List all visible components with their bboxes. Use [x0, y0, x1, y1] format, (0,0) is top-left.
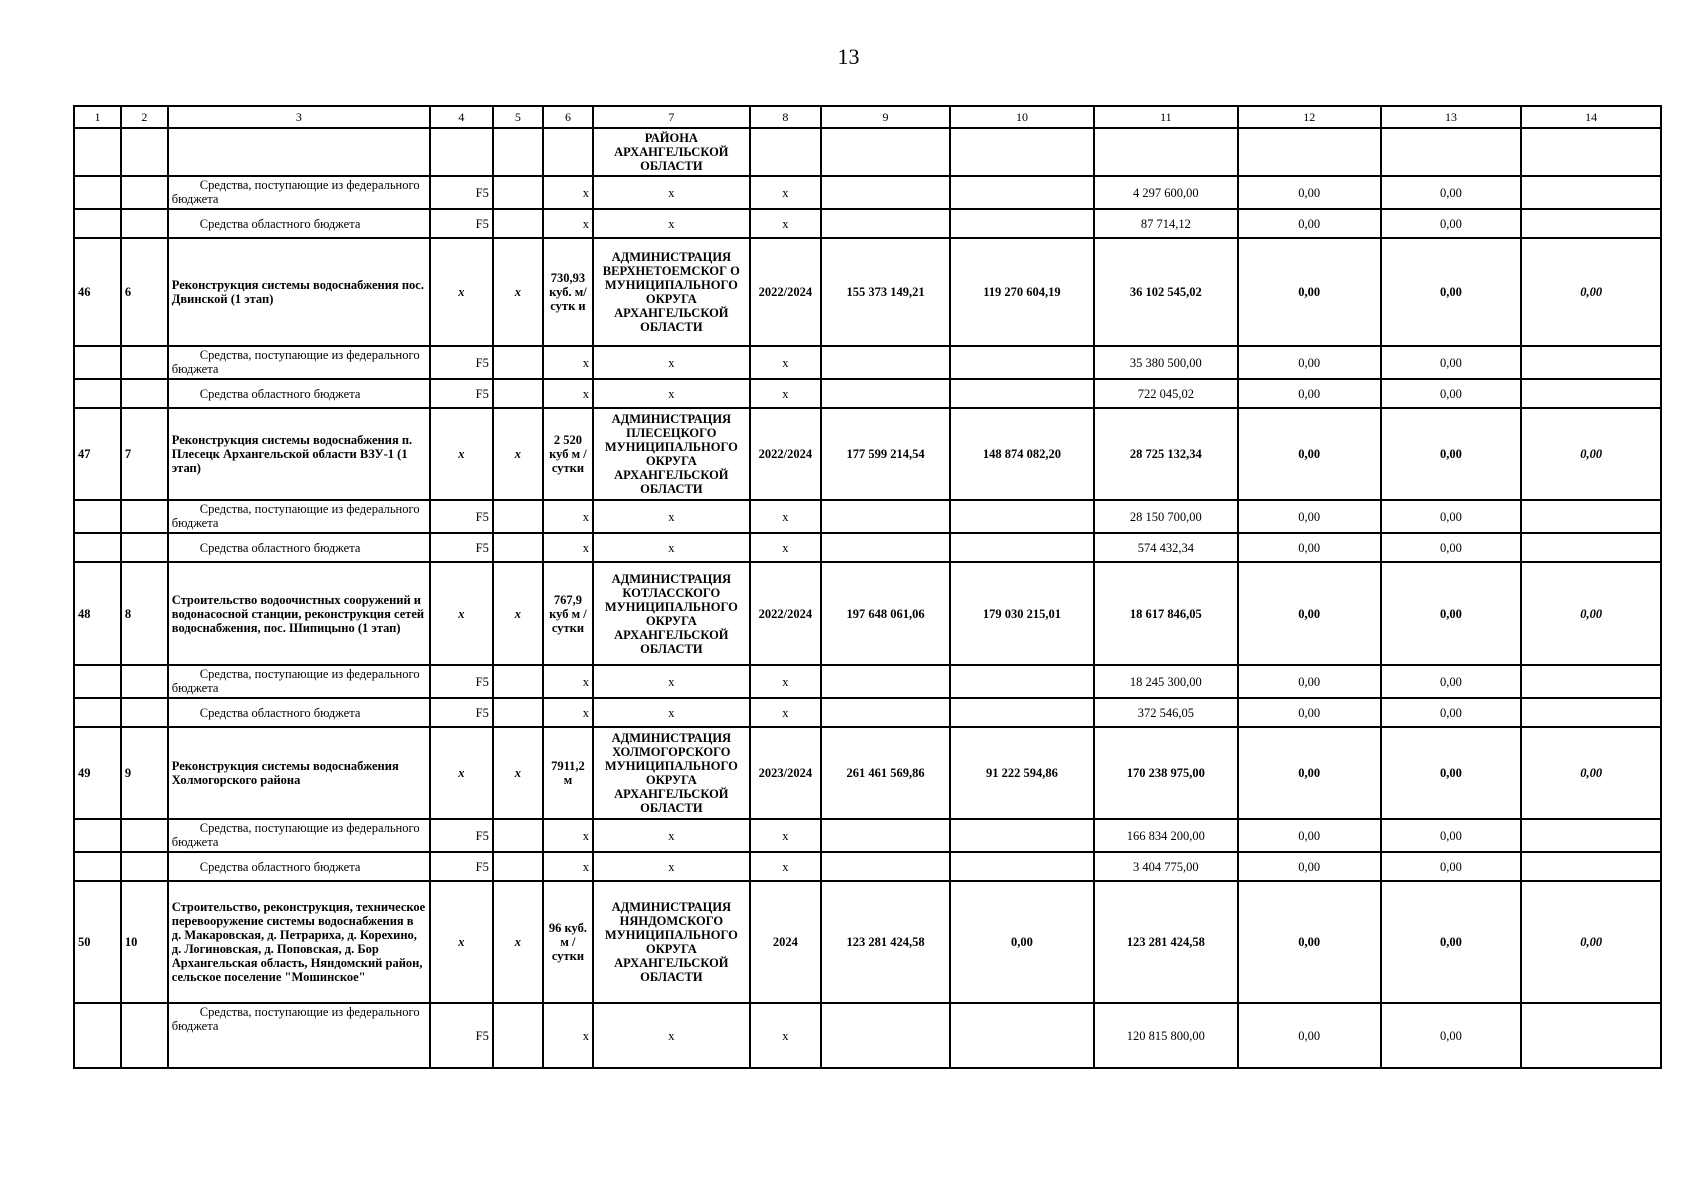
column-header-2: 2: [121, 106, 168, 128]
cell-col-4: х: [430, 881, 493, 1003]
cell-col-11: 4 297 600,00: [1094, 176, 1238, 209]
cell-col-1: 47: [74, 408, 121, 500]
cell-col-4: F5: [430, 1003, 493, 1068]
cell-col-4: F5: [430, 698, 493, 727]
cell-col-13: 0,00: [1381, 881, 1522, 1003]
cell-col-5: х: [493, 408, 543, 500]
cell-col-14: 0,00: [1521, 408, 1661, 500]
cell-col-3: [168, 500, 430, 533]
cell-col-10: 91 222 594,86: [950, 727, 1094, 819]
cell-col-10: [950, 698, 1094, 727]
column-header-12: 12: [1238, 106, 1381, 128]
page-number: 13: [837, 44, 860, 69]
cell-col-5: [493, 533, 543, 562]
cell-col-12: [1238, 128, 1381, 176]
cell-col-11: 372 546,05: [1094, 698, 1238, 727]
cell-col-8: 2022/2024: [750, 562, 821, 665]
cell-col-4: х: [430, 238, 493, 346]
cell-col-14: [1521, 128, 1661, 176]
cell-col-7: АДМИНИСТРАЦИЯ ХОЛМОГОРСКОГО МУНИЦИПАЛЬНОГО ОКРУГА АРХАНГЕЛЬСКОЙ ОБЛАСТИ: [593, 727, 750, 819]
cell-col-6: х: [543, 1003, 593, 1068]
continuation-row: [74, 128, 1661, 176]
cell-col-4: F5: [430, 379, 493, 408]
cell-col-9: [821, 698, 950, 727]
cell-col-10: [950, 379, 1094, 408]
cell-col-13: 0,00: [1381, 533, 1522, 562]
column-header-8: 8: [750, 106, 821, 128]
cell-col-7: АДМИНИСТРАЦИЯ ПЛЕСЕЦКОГО МУНИЦИПАЛЬНОГО ОКРУГА АРХАНГЕЛЬСКОЙ ОБЛАСТИ: [593, 408, 750, 500]
funding-source-row: [74, 209, 1661, 238]
cell-col-12: 0,00: [1238, 698, 1381, 727]
cell-col-14: [1521, 1003, 1661, 1068]
cell-col-13: 0,00: [1381, 500, 1522, 533]
project-row: [74, 562, 1661, 665]
cell-col-3: [168, 1003, 430, 1068]
project-row: [74, 408, 1661, 500]
cell-col-3: [168, 852, 430, 881]
cell-col-7: х: [593, 665, 750, 698]
column-header-7: 7: [593, 106, 750, 128]
cell-col-1: [74, 500, 121, 533]
cell-col-7: х: [593, 379, 750, 408]
cell-col-14: [1521, 819, 1661, 852]
budget-table: [73, 105, 1662, 1069]
cell-col-4: [430, 128, 493, 176]
header-row: [74, 106, 1661, 128]
cell-col-6: х: [543, 698, 593, 727]
cell-col-9: [821, 852, 950, 881]
funding-source-label: Средства, поступающие из федерального бюджета: [171, 821, 420, 849]
cell-col-3: Реконструкция системы водоснабжения Холмогорского района: [168, 727, 430, 819]
cell-col-1: 50: [74, 881, 121, 1003]
cell-col-13: 0,00: [1381, 698, 1522, 727]
cell-col-13: 0,00: [1381, 727, 1522, 819]
funding-source-label: Средства областного бюджета: [199, 216, 361, 231]
column-header-3: 3: [168, 106, 430, 128]
cell-col-12: 0,00: [1238, 562, 1381, 665]
cell-col-5: [493, 209, 543, 238]
cell-col-2: [121, 665, 168, 698]
cell-col-2: 9: [121, 727, 168, 819]
cell-col-11: 18 245 300,00: [1094, 665, 1238, 698]
cell-col-6: х: [543, 819, 593, 852]
cell-col-1: [74, 698, 121, 727]
cell-col-2: [121, 128, 168, 176]
cell-col-14: [1521, 500, 1661, 533]
project-row: [74, 727, 1661, 819]
cell-col-12: 0,00: [1238, 727, 1381, 819]
cell-col-14: 0,00: [1521, 562, 1661, 665]
cell-col-1: [74, 209, 121, 238]
cell-col-8: 2022/2024: [750, 238, 821, 346]
cell-col-6: х: [543, 665, 593, 698]
cell-col-10: 119 270 604,19: [950, 238, 1094, 346]
cell-col-7: АДМИНИСТРАЦИЯ КОТЛАССКОГО МУНИЦИПАЛЬНОГО ОКРУГА АРХАНГЕЛЬСКОЙ ОБЛАСТИ: [593, 562, 750, 665]
cell-col-8: х: [750, 665, 821, 698]
cell-col-2: 10: [121, 881, 168, 1003]
cell-col-11: 166 834 200,00: [1094, 819, 1238, 852]
cell-col-14: [1521, 379, 1661, 408]
cell-col-11: 87 714,12: [1094, 209, 1238, 238]
cell-col-11: 18 617 846,05: [1094, 562, 1238, 665]
cell-col-2: [121, 346, 168, 379]
funding-source-row: [74, 698, 1661, 727]
cell-col-13: 0,00: [1381, 1003, 1522, 1068]
cell-col-9: [821, 533, 950, 562]
cell-col-14: [1521, 665, 1661, 698]
cell-col-5: [493, 819, 543, 852]
cell-col-2: [121, 533, 168, 562]
cell-col-12: 0,00: [1238, 665, 1381, 698]
funding-source-row: [74, 346, 1661, 379]
cell-col-5: [493, 665, 543, 698]
cell-col-13: 0,00: [1381, 346, 1522, 379]
cell-col-1: 49: [74, 727, 121, 819]
cell-col-6: 730,93 куб. м/сутк и: [543, 238, 593, 346]
cell-col-7: х: [593, 209, 750, 238]
cell-col-1: [74, 346, 121, 379]
funding-source-label: Средства, поступающие из федерального бюджета: [171, 178, 420, 206]
cell-col-2: 8: [121, 562, 168, 665]
cell-col-8: х: [750, 346, 821, 379]
cell-col-7: х: [593, 346, 750, 379]
cell-col-6: 96 куб. м / сутки: [543, 881, 593, 1003]
cell-col-9: [821, 819, 950, 852]
cell-col-10: [950, 852, 1094, 881]
cell-col-9: [821, 176, 950, 209]
cell-col-12: 0,00: [1238, 346, 1381, 379]
cell-col-2: [121, 209, 168, 238]
cell-col-5: х: [493, 562, 543, 665]
funding-source-row: [74, 500, 1661, 533]
column-header-6: 6: [543, 106, 593, 128]
cell-col-9: 123 281 424,58: [821, 881, 950, 1003]
cell-col-13: 0,00: [1381, 562, 1522, 665]
cell-col-3: [168, 346, 430, 379]
cell-col-3: [168, 128, 430, 176]
cell-col-5: [493, 346, 543, 379]
cell-col-8: х: [750, 176, 821, 209]
cell-col-14: [1521, 698, 1661, 727]
column-header-13: 13: [1381, 106, 1522, 128]
cell-col-7: х: [593, 533, 750, 562]
cell-col-9: [821, 128, 950, 176]
funding-source-row: [74, 1003, 1661, 1068]
cell-col-7: РАЙОНА АРХАНГЕЛЬСКОЙ ОБЛАСТИ: [593, 128, 750, 176]
cell-col-1: [74, 852, 121, 881]
cell-col-9: [821, 379, 950, 408]
cell-col-3: Реконструкция системы водоснабжения пос. Двинской (1 этап): [168, 238, 430, 346]
cell-col-1: [74, 665, 121, 698]
cell-col-9: 261 461 569,86: [821, 727, 950, 819]
cell-col-5: [493, 698, 543, 727]
cell-col-4: F5: [430, 852, 493, 881]
cell-col-4: х: [430, 408, 493, 500]
cell-col-6: 767,9 куб м / сутки: [543, 562, 593, 665]
cell-col-10: 0,00: [950, 881, 1094, 1003]
cell-col-8: 2022/2024: [750, 408, 821, 500]
cell-col-14: [1521, 176, 1661, 209]
column-header-9: 9: [821, 106, 950, 128]
funding-source-row: [74, 533, 1661, 562]
cell-col-3: Реконструкция системы водоснабжения п. Плесецк Архангельской области ВЗУ-1 (1 этап): [168, 408, 430, 500]
cell-col-3: [168, 665, 430, 698]
funding-source-label: Средства областного бюджета: [199, 705, 361, 720]
cell-col-12: 0,00: [1238, 238, 1381, 346]
cell-col-4: F5: [430, 209, 493, 238]
column-header-10: 10: [950, 106, 1094, 128]
cell-col-1: 46: [74, 238, 121, 346]
cell-col-9: [821, 209, 950, 238]
cell-col-3: [168, 533, 430, 562]
cell-col-8: [750, 128, 821, 176]
cell-col-10: 148 874 082,20: [950, 408, 1094, 500]
cell-col-4: F5: [430, 176, 493, 209]
cell-col-4: F5: [430, 533, 493, 562]
cell-col-10: [950, 533, 1094, 562]
cell-col-10: [950, 819, 1094, 852]
cell-col-8: х: [750, 1003, 821, 1068]
funding-source-label: Средства областного бюджета: [199, 386, 361, 401]
cell-col-14: 0,00: [1521, 881, 1661, 1003]
cell-col-1: 48: [74, 562, 121, 665]
cell-col-6: [543, 128, 593, 176]
cell-col-4: х: [430, 727, 493, 819]
cell-col-3: [168, 176, 430, 209]
cell-col-6: 7911,2 м: [543, 727, 593, 819]
cell-col-5: [493, 852, 543, 881]
cell-col-6: х: [543, 852, 593, 881]
cell-col-6: х: [543, 209, 593, 238]
cell-col-12: 0,00: [1238, 209, 1381, 238]
cell-col-8: х: [750, 500, 821, 533]
cell-col-6: х: [543, 500, 593, 533]
funding-source-label: Средства областного бюджета: [199, 540, 361, 555]
cell-col-8: х: [750, 819, 821, 852]
cell-col-14: 0,00: [1521, 238, 1661, 346]
cell-col-8: х: [750, 379, 821, 408]
cell-col-13: 0,00: [1381, 379, 1522, 408]
cell-col-5: х: [493, 881, 543, 1003]
cell-col-12: 0,00: [1238, 500, 1381, 533]
cell-col-13: 0,00: [1381, 819, 1522, 852]
cell-col-8: 2024: [750, 881, 821, 1003]
cell-col-3: Строительство водоочистных сооружений и водонасосной станции, реконструкция сетей водоснабжения, пос. Шипицыно (1 этап): [168, 562, 430, 665]
cell-col-11: 120 815 800,00: [1094, 1003, 1238, 1068]
column-header-11: 11: [1094, 106, 1238, 128]
cell-col-6: х: [543, 379, 593, 408]
cell-col-2: 6: [121, 238, 168, 346]
cell-col-5: [493, 500, 543, 533]
cell-col-10: [950, 1003, 1094, 1068]
cell-col-2: 7: [121, 408, 168, 500]
funding-source-label: Средства, поступающие из федерального бюджета: [171, 1005, 420, 1033]
cell-col-3: [168, 209, 430, 238]
cell-col-8: х: [750, 209, 821, 238]
cell-col-13: 0,00: [1381, 209, 1522, 238]
cell-col-14: [1521, 852, 1661, 881]
cell-col-13: [1381, 128, 1522, 176]
column-header-4: 4: [430, 106, 493, 128]
cell-col-5: [493, 1003, 543, 1068]
funding-source-label: Средства, поступающие из федерального бюджета: [171, 502, 420, 530]
cell-col-10: [950, 500, 1094, 533]
cell-col-14: 0,00: [1521, 727, 1661, 819]
cell-col-11: 28 150 700,00: [1094, 500, 1238, 533]
cell-col-12: 0,00: [1238, 819, 1381, 852]
cell-col-5: х: [493, 727, 543, 819]
cell-col-12: 0,00: [1238, 533, 1381, 562]
cell-col-4: х: [430, 562, 493, 665]
cell-col-9: 197 648 061,06: [821, 562, 950, 665]
cell-col-7: х: [593, 819, 750, 852]
cell-col-7: х: [593, 852, 750, 881]
cell-col-10: [950, 176, 1094, 209]
cell-col-5: [493, 176, 543, 209]
cell-col-1: [74, 533, 121, 562]
cell-col-7: х: [593, 176, 750, 209]
cell-col-11: 574 432,34: [1094, 533, 1238, 562]
cell-col-12: 0,00: [1238, 852, 1381, 881]
cell-col-3: [168, 698, 430, 727]
cell-col-6: 2 520 куб м / сутки: [543, 408, 593, 500]
cell-col-11: [1094, 128, 1238, 176]
cell-col-5: х: [493, 238, 543, 346]
cell-col-11: 36 102 545,02: [1094, 238, 1238, 346]
cell-col-5: [493, 128, 543, 176]
cell-col-3: Строительство, реконструкция, техническое перевооружение системы водоснабжения в д. Макаровская, д. Петрариха, д. Корехино, д. Логиновская, д. Поповская, д. Бор Архангельская область, Няндомский район, сельское поселение "Мошинское": [168, 881, 430, 1003]
cell-col-12: 0,00: [1238, 1003, 1381, 1068]
cell-col-7: АДМИНИСТРАЦИЯ ВЕРХНЕТОЕМСКОГ О МУНИЦИПАЛЬНОГО ОКРУГА АРХАНГЕЛЬСКОЙ ОБЛАСТИ: [593, 238, 750, 346]
cell-col-14: [1521, 533, 1661, 562]
cell-col-2: [121, 1003, 168, 1068]
cell-col-11: 35 380 500,00: [1094, 346, 1238, 379]
funding-source-row: [74, 852, 1661, 881]
cell-col-6: х: [543, 346, 593, 379]
cell-col-4: F5: [430, 665, 493, 698]
cell-col-13: 0,00: [1381, 238, 1522, 346]
cell-col-6: х: [543, 176, 593, 209]
cell-col-8: х: [750, 852, 821, 881]
cell-col-3: [168, 819, 430, 852]
cell-col-4: F5: [430, 346, 493, 379]
cell-col-9: [821, 1003, 950, 1068]
cell-col-1: [74, 128, 121, 176]
cell-col-2: [121, 379, 168, 408]
column-header-5: 5: [493, 106, 543, 128]
cell-col-6: х: [543, 533, 593, 562]
cell-col-12: 0,00: [1238, 176, 1381, 209]
cell-col-11: 3 404 775,00: [1094, 852, 1238, 881]
cell-col-2: [121, 819, 168, 852]
cell-col-10: [950, 209, 1094, 238]
cell-col-10: [950, 346, 1094, 379]
cell-col-10: [950, 665, 1094, 698]
cell-col-13: 0,00: [1381, 408, 1522, 500]
cell-col-9: 177 599 214,54: [821, 408, 950, 500]
cell-col-13: 0,00: [1381, 665, 1522, 698]
cell-col-1: [74, 819, 121, 852]
cell-col-12: 0,00: [1238, 379, 1381, 408]
cell-col-14: [1521, 346, 1661, 379]
cell-col-11: 28 725 132,34: [1094, 408, 1238, 500]
project-row: [74, 238, 1661, 346]
cell-col-10: [950, 128, 1094, 176]
cell-col-9: [821, 346, 950, 379]
funding-source-row: [74, 176, 1661, 209]
cell-col-9: [821, 500, 950, 533]
cell-col-7: АДМИНИСТРАЦИЯ НЯНДОМСКОГО МУНИЦИПАЛЬНОГО ОКРУГА АРХАНГЕЛЬСКОЙ ОБЛАСТИ: [593, 881, 750, 1003]
cell-col-2: [121, 500, 168, 533]
funding-source-row: [74, 665, 1661, 698]
cell-col-9: 155 373 149,21: [821, 238, 950, 346]
cell-col-2: [121, 176, 168, 209]
cell-col-9: [821, 665, 950, 698]
cell-col-1: [74, 379, 121, 408]
cell-col-11: 170 238 975,00: [1094, 727, 1238, 819]
cell-col-12: 0,00: [1238, 881, 1381, 1003]
cell-col-13: 0,00: [1381, 852, 1522, 881]
cell-col-3: [168, 379, 430, 408]
cell-col-11: 123 281 424,58: [1094, 881, 1238, 1003]
cell-col-7: х: [593, 698, 750, 727]
cell-col-7: х: [593, 500, 750, 533]
cell-col-1: [74, 176, 121, 209]
funding-source-label: Средства, поступающие из федерального бюджета: [171, 667, 420, 695]
cell-col-11: 722 045,02: [1094, 379, 1238, 408]
column-header-1: 1: [74, 106, 121, 128]
funding-source-row: [74, 819, 1661, 852]
funding-source-label: Средства областного бюджета: [199, 859, 361, 874]
cell-col-10: 179 030 215,01: [950, 562, 1094, 665]
funding-source-label: Средства, поступающие из федерального бюджета: [171, 348, 420, 376]
cell-col-5: [493, 379, 543, 408]
cell-col-14: [1521, 209, 1661, 238]
cell-col-12: 0,00: [1238, 408, 1381, 500]
cell-col-8: х: [750, 698, 821, 727]
cell-col-7: х: [593, 1003, 750, 1068]
funding-source-row: [74, 379, 1661, 408]
cell-col-2: [121, 698, 168, 727]
cell-col-8: 2023/2024: [750, 727, 821, 819]
project-row: [74, 881, 1661, 1003]
cell-col-8: х: [750, 533, 821, 562]
cell-col-4: F5: [430, 500, 493, 533]
cell-col-1: [74, 1003, 121, 1068]
cell-col-2: [121, 852, 168, 881]
cell-col-4: F5: [430, 819, 493, 852]
cell-col-13: 0,00: [1381, 176, 1522, 209]
column-header-14: 14: [1521, 106, 1661, 128]
